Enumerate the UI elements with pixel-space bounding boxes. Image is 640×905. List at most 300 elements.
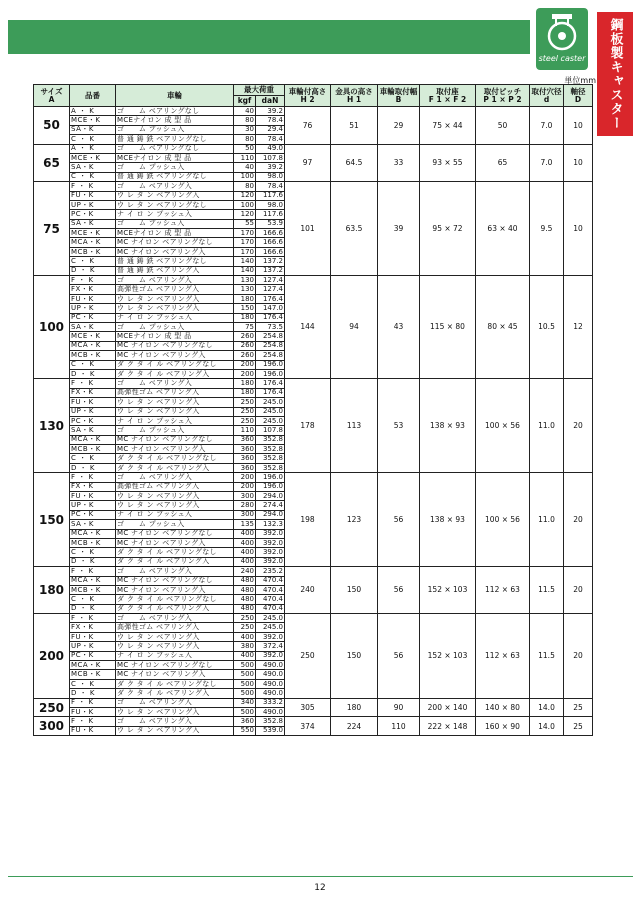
part-code: A ・ K — [70, 107, 116, 116]
part-code: PC・K — [70, 210, 116, 219]
height-h1: 123 — [331, 473, 378, 567]
load-kgf: 360 — [234, 717, 256, 726]
load-dan: 166.6 — [256, 247, 285, 256]
wheel-type: ダ ク タ イ ル ベアリングなし — [116, 679, 234, 688]
load-dan: 392.0 — [256, 651, 285, 660]
wheel-type: ウ レ タ ン ベアリング入 — [116, 642, 234, 651]
load-kgf: 30 — [234, 125, 256, 134]
load-dan: 274.4 — [256, 501, 285, 510]
load-dan: 78.4 — [256, 116, 285, 125]
wheel-type: MC ナイロン ベアリング入 — [116, 445, 234, 454]
load-kgf: 360 — [234, 435, 256, 444]
width-b: 56 — [378, 614, 420, 699]
hole-diameter: 11.5 — [530, 614, 564, 699]
part-code: FU・K — [70, 492, 116, 501]
load-dan: 245.0 — [256, 416, 285, 425]
load-dan: 372.4 — [256, 642, 285, 651]
wheel-type: ウ レ タ ン ベアリング入 — [116, 294, 234, 303]
part-code: MCE・K — [70, 116, 116, 125]
load-dan: 176.4 — [256, 388, 285, 397]
load-dan: 490.0 — [256, 679, 285, 688]
table-row — [34, 717, 593, 726]
wheel-type: ダ ク タ イ ル ベアリング入 — [116, 463, 234, 472]
load-dan: 176.4 — [256, 294, 285, 303]
mount-pitch: 80 × 45 — [476, 276, 530, 379]
hole-diameter: 14.0 — [530, 717, 564, 736]
part-code: C ・ K — [70, 595, 116, 604]
load-kgf: 500 — [234, 661, 256, 670]
size-group — [34, 717, 593, 736]
wheel-type: ウ レ タ ン ベアリング入 — [116, 708, 234, 717]
part-code: MCA・K — [70, 529, 116, 538]
load-kgf: 500 — [234, 689, 256, 698]
load-kgf: 55 — [234, 219, 256, 228]
part-code: F ・ K — [70, 473, 116, 482]
load-kgf: 180 — [234, 388, 256, 397]
hole-diameter: 9.5 — [530, 182, 564, 276]
load-kgf: 200 — [234, 369, 256, 378]
load-dan: 539.0 — [256, 726, 285, 735]
load-kgf: 400 — [234, 651, 256, 660]
wheel-type: 高弾性ゴム ベアリング入 — [116, 482, 234, 491]
col-d: 取付穴径 d — [530, 85, 564, 107]
size-group — [34, 614, 593, 699]
height-h1: 113 — [331, 379, 378, 473]
width-b: 39 — [378, 182, 420, 276]
load-dan: 490.0 — [256, 670, 285, 679]
load-kgf: 100 — [234, 172, 256, 181]
wheel-type: ゴ ム ベアリング入 — [116, 276, 234, 285]
width-b: 43 — [378, 276, 420, 379]
load-kgf: 260 — [234, 341, 256, 350]
mount-plate: 222 × 148 — [420, 717, 476, 736]
load-dan: 196.0 — [256, 360, 285, 369]
load-dan: 245.0 — [256, 407, 285, 416]
load-dan: 107.8 — [256, 153, 285, 162]
wheel-type: MC ナイロン ベアリング入 — [116, 538, 234, 547]
col-h1: 金具の高さ H 1 — [331, 85, 378, 107]
col-p: 取付ピッチ P 1 × P 2 — [476, 85, 530, 107]
wheel-type: ゴ ム ベアリング入 — [116, 567, 234, 576]
part-code: MCA・K — [70, 238, 116, 247]
load-dan: 490.0 — [256, 689, 285, 698]
wheel-type: ナ イ ロ ン プッシュ入 — [116, 313, 234, 322]
wheel-type: ダ ク タ イ ル ベアリング入 — [116, 369, 234, 378]
height-h1: 150 — [331, 567, 378, 614]
load-kgf: 400 — [234, 557, 256, 566]
load-dan: 392.0 — [256, 538, 285, 547]
load-kgf: 500 — [234, 679, 256, 688]
load-dan: 352.8 — [256, 454, 285, 463]
wheel-type: ナ イ ロ ン プッシュ入 — [116, 651, 234, 660]
size-group — [34, 144, 593, 182]
load-dan: 176.4 — [256, 379, 285, 388]
size-cell: 50 — [34, 107, 70, 145]
load-kgf: 40 — [234, 163, 256, 172]
part-code: PC・K — [70, 651, 116, 660]
wheel-type: ダ ク タ イ ル ベアリングなし — [116, 548, 234, 557]
hole-diameter: 7.0 — [530, 144, 564, 182]
load-kgf: 250 — [234, 614, 256, 623]
mount-pitch: 100 × 56 — [476, 473, 530, 567]
part-code: PC・K — [70, 313, 116, 322]
wheel-type: 普 通 鋳 鉄 ベアリングなし — [116, 257, 234, 266]
load-dan: 254.8 — [256, 351, 285, 360]
shaft-diameter: 20 — [564, 614, 593, 699]
load-dan: 470.4 — [256, 595, 285, 604]
load-kgf: 250 — [234, 407, 256, 416]
load-dan: 127.4 — [256, 285, 285, 294]
size-cell: 300 — [34, 717, 70, 736]
wheel-type: ゴ ム ベアリング入 — [116, 698, 234, 707]
mount-plate: 138 × 93 — [420, 473, 476, 567]
load-kgf: 250 — [234, 398, 256, 407]
load-kgf: 120 — [234, 191, 256, 200]
load-dan: 147.0 — [256, 304, 285, 313]
unit-label: 単位mm — [564, 76, 596, 85]
height-h1: 63.5 — [331, 182, 378, 276]
wheel-type: ナ イ ロ ン プッシュ入 — [116, 510, 234, 519]
hole-diameter: 11.0 — [530, 379, 564, 473]
height-h2: 198 — [285, 473, 331, 567]
load-kgf: 360 — [234, 454, 256, 463]
size-group — [34, 107, 593, 145]
size-cell: 100 — [34, 276, 70, 379]
width-b: 33 — [378, 144, 420, 182]
load-kgf: 80 — [234, 135, 256, 144]
part-code: FU・K — [70, 726, 116, 735]
load-kgf: 170 — [234, 247, 256, 256]
load-dan: 166.6 — [256, 229, 285, 238]
load-kgf: 500 — [234, 670, 256, 679]
wheel-type: ウ レ タ ン ベアリング入 — [116, 398, 234, 407]
load-dan: 117.6 — [256, 210, 285, 219]
height-h2: 76 — [285, 107, 331, 145]
shaft-diameter: 12 — [564, 276, 593, 379]
wheel-type: ゴ ム ベアリング入 — [116, 182, 234, 191]
table-row — [34, 276, 593, 285]
part-code: D ・ K — [70, 266, 116, 275]
load-dan: 352.8 — [256, 463, 285, 472]
size-group — [34, 698, 593, 717]
width-b: 53 — [378, 379, 420, 473]
wheel-type: MC ナイロン ベアリング入 — [116, 247, 234, 256]
wheel-type: ゴ ム プッシュ入 — [116, 163, 234, 172]
load-dan: 127.4 — [256, 276, 285, 285]
part-code: D ・ K — [70, 689, 116, 698]
load-dan: 107.8 — [256, 426, 285, 435]
height-h1: 150 — [331, 614, 378, 699]
load-kgf: 400 — [234, 529, 256, 538]
part-code: C ・ K — [70, 548, 116, 557]
table-row — [34, 182, 593, 191]
width-b: 110 — [378, 717, 420, 736]
shaft-diameter: 25 — [564, 717, 593, 736]
part-code: C ・ K — [70, 679, 116, 688]
part-code: FU・K — [70, 632, 116, 641]
mount-pitch: 63 × 40 — [476, 182, 530, 276]
wheel-type: MC ナイロン ベアリングなし — [116, 435, 234, 444]
load-kgf: 240 — [234, 567, 256, 576]
load-kgf: 120 — [234, 210, 256, 219]
shaft-diameter: 20 — [564, 473, 593, 567]
height-h1: 94 — [331, 276, 378, 379]
part-code: FU・K — [70, 398, 116, 407]
part-code: UP・K — [70, 501, 116, 510]
wheel-type: ナ イ ロ ン プッシュ入 — [116, 416, 234, 425]
part-code: MCB・K — [70, 670, 116, 679]
part-code: FX・K — [70, 482, 116, 491]
wheel-type: MC ナイロン ベアリングなし — [116, 576, 234, 585]
wheel-type: ゴ ム プッシュ入 — [116, 125, 234, 134]
load-kgf: 40 — [234, 107, 256, 116]
wheel-type: ダ ク タ イ ル ベアリング入 — [116, 604, 234, 613]
wheel-type: 高弾性ゴム ベアリング入 — [116, 388, 234, 397]
load-dan: 176.4 — [256, 313, 285, 322]
size-group — [34, 567, 593, 614]
hole-diameter: 7.0 — [530, 107, 564, 145]
load-kgf: 80 — [234, 182, 256, 191]
load-kgf: 360 — [234, 463, 256, 472]
load-kgf: 80 — [234, 116, 256, 125]
wheel-type: ダ ク タ イ ル ベアリングなし — [116, 595, 234, 604]
load-dan: 392.0 — [256, 557, 285, 566]
table-row — [34, 698, 593, 707]
wheel-type: ダ ク タ イ ル ベアリングなし — [116, 454, 234, 463]
load-kgf: 480 — [234, 585, 256, 594]
part-code: UP・K — [70, 407, 116, 416]
wheel-type: MCEナイロン 成 型 品 — [116, 332, 234, 341]
shaft-diameter: 10 — [564, 182, 593, 276]
load-dan: 98.0 — [256, 200, 285, 209]
wheel-type: MC ナイロン ベアリングなし — [116, 341, 234, 350]
part-code: F ・ K — [70, 614, 116, 623]
part-code: D ・ K — [70, 604, 116, 613]
load-dan: 470.4 — [256, 604, 285, 613]
wheel-type: ウ レ タ ン ベアリング入 — [116, 501, 234, 510]
load-kgf: 140 — [234, 257, 256, 266]
col-shaft: 軸径 D — [564, 85, 593, 107]
wheel-type: ウ レ タ ン ベアリング入 — [116, 407, 234, 416]
hole-diameter: 10.5 — [530, 276, 564, 379]
load-kgf: 50 — [234, 144, 256, 153]
hole-diameter: 11.5 — [530, 567, 564, 614]
load-dan: 470.4 — [256, 585, 285, 594]
load-kgf: 200 — [234, 360, 256, 369]
part-code: D ・ K — [70, 369, 116, 378]
shaft-diameter: 25 — [564, 698, 593, 717]
wheel-type: ゴ ム ベアリングなし — [116, 144, 234, 153]
load-dan: 352.8 — [256, 445, 285, 454]
load-kgf: 480 — [234, 595, 256, 604]
part-code: SA・K — [70, 163, 116, 172]
wheel-type: MC ナイロン ベアリング入 — [116, 585, 234, 594]
load-kgf: 130 — [234, 285, 256, 294]
part-code: C ・ K — [70, 135, 116, 144]
load-dan: 245.0 — [256, 623, 285, 632]
load-dan: 352.8 — [256, 717, 285, 726]
size-group — [34, 182, 593, 276]
col-f: 取付座 F 1 × F 2 — [420, 85, 476, 107]
wheel-type: MC ナイロン ベアリングなし — [116, 529, 234, 538]
wheel-type: ゴ ム ベアリング入 — [116, 614, 234, 623]
part-code: F ・ K — [70, 276, 116, 285]
col-size: サイズ A — [34, 85, 70, 107]
part-code: FX・K — [70, 623, 116, 632]
load-kgf: 130 — [234, 276, 256, 285]
wheel-type: ゴ ム プッシュ入 — [116, 322, 234, 331]
load-dan: 196.0 — [256, 482, 285, 491]
load-dan: 137.2 — [256, 266, 285, 275]
mount-plate: 93 × 55 — [420, 144, 476, 182]
col-wheel: 車輪 — [116, 85, 234, 107]
load-dan: 39.2 — [256, 107, 285, 116]
height-h1: 51 — [331, 107, 378, 145]
load-kgf: 300 — [234, 510, 256, 519]
part-code: FU・K — [70, 191, 116, 200]
part-code: SA・K — [70, 219, 116, 228]
wheel-type: ゴ ム ベアリング入 — [116, 473, 234, 482]
shaft-diameter: 10 — [564, 144, 593, 182]
width-b: 90 — [378, 698, 420, 717]
caster-icon — [542, 12, 582, 52]
part-code: FU・K — [70, 708, 116, 717]
part-code: MCE・K — [70, 229, 116, 238]
load-kgf: 170 — [234, 238, 256, 247]
load-dan: 29.4 — [256, 125, 285, 134]
part-code: D ・ K — [70, 557, 116, 566]
wheel-type: MCEナイロン 成 型 品 — [116, 116, 234, 125]
load-dan: 166.6 — [256, 238, 285, 247]
load-kgf: 140 — [234, 266, 256, 275]
wheel-type: 高弾性ゴム ベアリング入 — [116, 285, 234, 294]
height-h2: 250 — [285, 614, 331, 699]
part-code: F ・ K — [70, 717, 116, 726]
load-kgf: 400 — [234, 632, 256, 641]
load-kgf: 260 — [234, 351, 256, 360]
load-dan: 196.0 — [256, 473, 285, 482]
table-row — [34, 614, 593, 623]
size-cell: 65 — [34, 144, 70, 182]
mount-plate: 115 × 80 — [420, 276, 476, 379]
part-code: C ・ K — [70, 257, 116, 266]
load-kgf: 300 — [234, 492, 256, 501]
part-code: MCB・K — [70, 538, 116, 547]
part-code: C ・ K — [70, 454, 116, 463]
part-code: F ・ K — [70, 379, 116, 388]
part-code: C ・ K — [70, 172, 116, 181]
load-kgf: 500 — [234, 708, 256, 717]
part-code: SA・K — [70, 520, 116, 529]
wheel-type: ゴ ム ベアリング入 — [116, 717, 234, 726]
load-dan: 352.8 — [256, 435, 285, 444]
part-code: UP・K — [70, 304, 116, 313]
part-code: SA・K — [70, 125, 116, 134]
part-code: PC・K — [70, 510, 116, 519]
mount-pitch: 112 × 63 — [476, 614, 530, 699]
header-band — [8, 20, 530, 54]
wheel-type: MC ナイロン ベアリングなし — [116, 661, 234, 670]
wheel-type: 普 通 鋳 鉄 ベアリングなし — [116, 172, 234, 181]
size-cell: 250 — [34, 698, 70, 717]
mount-pitch: 140 × 80 — [476, 698, 530, 717]
load-dan: 470.4 — [256, 576, 285, 585]
part-code: SA・K — [70, 322, 116, 331]
load-kgf: 110 — [234, 153, 256, 162]
wheel-type: 普 通 鋳 鉄 ベアリング入 — [116, 266, 234, 275]
mount-plate: 75 × 44 — [420, 107, 476, 145]
load-dan: 53.9 — [256, 219, 285, 228]
load-dan: 196.0 — [256, 369, 285, 378]
part-code: MCE・K — [70, 153, 116, 162]
load-kgf: 380 — [234, 642, 256, 651]
part-code: PC・K — [70, 416, 116, 425]
wheel-type: ウ レ タ ン ベアリング入 — [116, 191, 234, 200]
load-kgf: 400 — [234, 538, 256, 547]
wheel-type: MC ナイロン ベアリングなし — [116, 238, 234, 247]
table-header — [34, 85, 593, 107]
size-cell: 200 — [34, 614, 70, 699]
part-code: FX・K — [70, 388, 116, 397]
part-code: UP・K — [70, 200, 116, 209]
wheel-type: ダ ク タ イ ル ベアリング入 — [116, 689, 234, 698]
mount-plate: 152 × 103 — [420, 567, 476, 614]
size-group — [34, 276, 593, 379]
hole-diameter: 14.0 — [530, 698, 564, 717]
load-kgf: 260 — [234, 332, 256, 341]
shaft-diameter: 10 — [564, 107, 593, 145]
section-tab: 鋼板製キャスター — [597, 12, 633, 136]
size-cell: 130 — [34, 379, 70, 473]
load-kgf: 200 — [234, 482, 256, 491]
load-kgf: 170 — [234, 229, 256, 238]
load-dan: 392.0 — [256, 632, 285, 641]
load-kgf: 250 — [234, 416, 256, 425]
mount-plate: 152 × 103 — [420, 614, 476, 699]
part-code: F ・ K — [70, 567, 116, 576]
load-dan: 245.0 — [256, 398, 285, 407]
col-h2: 車輪付高さ H 2 — [285, 85, 331, 107]
width-b: 56 — [378, 473, 420, 567]
height-h2: 305 — [285, 698, 331, 717]
load-kgf: 110 — [234, 426, 256, 435]
load-dan: 39.2 — [256, 163, 285, 172]
load-kgf: 100 — [234, 200, 256, 209]
load-kgf: 480 — [234, 576, 256, 585]
mount-pitch: 50 — [476, 107, 530, 145]
part-code: F ・ K — [70, 698, 116, 707]
load-kgf: 360 — [234, 445, 256, 454]
load-dan: 254.8 — [256, 332, 285, 341]
mount-pitch: 160 × 90 — [476, 717, 530, 736]
load-dan: 392.0 — [256, 529, 285, 538]
load-dan: 490.0 — [256, 661, 285, 670]
part-code: SA・K — [70, 426, 116, 435]
spec-table — [33, 84, 593, 736]
load-dan: 78.4 — [256, 135, 285, 144]
width-b: 56 — [378, 567, 420, 614]
load-kgf: 400 — [234, 548, 256, 557]
logo-text: steel caster — [538, 54, 586, 63]
size-cell: 75 — [34, 182, 70, 276]
page-number: 12 — [314, 883, 326, 893]
wheel-type: ダ ク タ イ ル ベアリングなし — [116, 360, 234, 369]
wheel-type: MC ナイロン ベアリング入 — [116, 351, 234, 360]
col-b: 車輪取付幅 B — [378, 85, 420, 107]
wheel-type: ゴ ム ベアリング入 — [116, 379, 234, 388]
col-kgf: kgf — [234, 96, 256, 107]
height-h1: 180 — [331, 698, 378, 717]
